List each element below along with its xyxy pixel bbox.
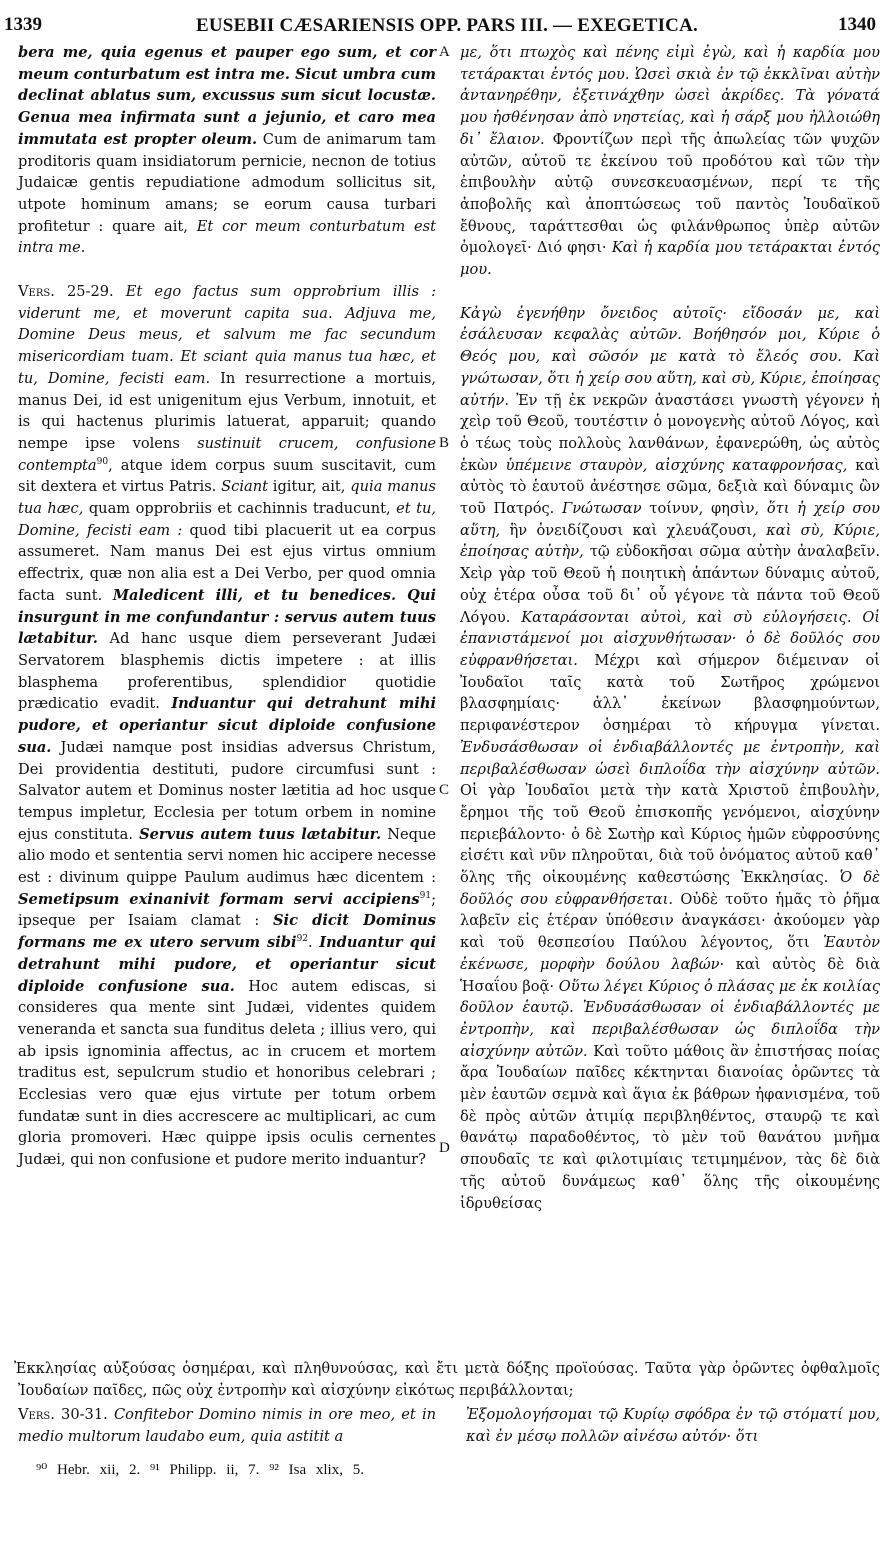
greek-quote: ὑπέμεινε σταυρὸν, αἰσχύνης καταφρονήσας, xyxy=(505,456,848,474)
greek-psalm-text: με, ὅτι πτωχὸς καὶ πένης εἰμὶ ἐγὼ, καὶ ἡ καρδία μου τετάρακται ἐντός μου. Ὡσεὶ σκιὰ ἐν τῷ ἐκκλῖναι αὐτὴν ἀντανηρέθην, ἐξετινάχθην ὡσεὶ ἀκρίδες. Τὰ γόνατά μου ἠσθένησαν ἀπὸ νηστείας, καὶ ἡ σάρξ μου ἠλλοιώθη δι᾽ ἔλαιον. xyxy=(460,44,880,148)
latin-column xyxy=(18,42,436,1171)
greek-continuation: Ἐκκλησίας αὐξούσας ὁσημέραι, καὶ πληθυνούσας, καὶ ἔτι μετὰ δόξης προϊούσας. Ταῦτα γὰρ ὁρῶντες ὀφθαλμοῖς Ἰουδαίων παῖδες, πῶς οὐχ ἐντροπὴν καὶ αἰσχύνην εἰκότως περιβάλλονται; xyxy=(14,1360,880,1399)
greek-psalm-text: Καταράσονται αὐτοὶ, καὶ σὺ εὐλογήσεις. Οἱ ἐπανιστάμενοί μοι αἰσχυνθήτωσαν· ὁ δὲ δοῦλός σου εὐφρανθήσεται. xyxy=(460,608,881,669)
latin-quote: Semetipsum exinanivit formam servi accipiens xyxy=(18,890,420,908)
greek-verse-25-29 xyxy=(460,303,880,1215)
footnote-ref-90: 90 xyxy=(96,456,109,467)
latin-commentary: Hoc autem ediscas, si consideres qua mente sint Judæi, videntes quidem veneranda et sancta sua funditus deleta ; illius vero, qui ab ipsis ignominia affectus, ac in crucem et mortem traditus est, sepulcrum studio et honoribus celebrari ; Ecclesias vero quæ ejus virtute per totum orbem fundatæ sunt in dies accrescere ac multiplicari, ac cum gloria promoveri. Hæc quippe ipsis oculis cernentes Judæi, qui non confusione et pudore merito induantur? xyxy=(18,977,437,1169)
greek-quote: Ἑαυτὸν ἐκένωσε, μορφὴν δούλου λαβών· xyxy=(460,934,880,973)
latin-paragraph-1 xyxy=(18,42,436,259)
verse-label: Vers. 25-29. xyxy=(18,283,114,301)
latin-commentary: Ad hanc usque diem perseverant Judæi Servatorem blasphemis dictis impetere : at illis blasphema proferentibus, splendidior quotidie prædicatio evadit. xyxy=(18,630,436,713)
latin-commentary: Neque alio modo et sententia servi nomen hic accipere necesse est : divinum quippe Paulum audimus hæc dicentem : xyxy=(18,825,437,887)
latin-commentary: . xyxy=(308,934,313,952)
greek-commentary: Ἐν τῇ ἐκ νεκρῶν ἀναστάσει γνωστὴ γέγονεν ἡ χεὶρ τοῦ Θεοῦ, τουτέστιν ὁ μονογενὴς αὐτοῦ Λόγος, καὶ ὁ τέως τοὺς πολλοὺς λανθάνων, ἐφανερώθη, ὡς αὐτὸς ἑκὼν xyxy=(460,391,880,474)
latin-quote: quia manus tua hæc, xyxy=(18,478,437,518)
latin-psalm-text: Induantur qui detrahunt mihi pudore, et operiantur sicut diploide confusione sua. xyxy=(18,695,437,756)
footnotes: ⁹⁰ Hebr. xii, 2. ⁹¹ Philipp. ii, 7. ⁹² Isa xlix, 5. xyxy=(36,1462,364,1478)
footnote-ref-91: 91 xyxy=(419,890,432,901)
greek-commentary: Καὶ τοῦτο μάθοις ἂν ἐπιστήσας ποίας ἄρα Ἰουδαίων παῖδες κέκτηνται διανοίας ὁρῶντες τὰ μὲν ἑαυτῶν σεμνὰ καὶ ἅγια ἐκ βάθρων ἠφανισμένα, τοῦ δὲ πρὸς αὐτῶν ἀτιμίᾳ περιβληθέντος, σταυρῷ τε καὶ θανάτῳ παραδοθέντος, τὸ μὲν τοῦ θανάτου μνῆμα σπουδαῖς τε καὶ φιλοτιμίαις τετιμημένον, τὰς δὲ διὰ τῆς αὐτοῦ δυνάμεως καθ᾽ ὅλης τῆς οἰκουμένης ἱδρυθείσας xyxy=(460,1042,881,1212)
latin-verse-25-29 xyxy=(18,281,436,1171)
latin-quote: Sciant xyxy=(221,478,268,496)
greek-quote: Καὶ ἡ καρδία μου τετάρακται ἐντός μου. xyxy=(460,239,880,279)
latin-verse-text: Et ego factus sum opprobrium illis : viderunt me, et moverunt capita sua. Adjuva me, Domine Deus meus, et salvum me fac secundum misericordiam tuam. Et sciant quia manus tua hæc, et tu, Domine, fecisti eam. xyxy=(18,283,437,387)
latin-psalm-text: Servus autem tuus lætabitur. xyxy=(139,825,382,843)
greek-verse-text: Ἐξομολογήσομαι τῷ Κυρίῳ σφόδρα ἐν τῷ στόματί μου, καὶ ἐν μέσῳ πολλῶν αἰνέσω αὐτόν· ὅτι xyxy=(466,1406,880,1445)
greek-commentary: ἣν ὀνειδίζουσι καὶ χλευάζουσι, xyxy=(509,521,757,539)
latin-commentary: igitur, ait, xyxy=(272,478,346,496)
footnote-ref-92: 92 xyxy=(296,934,309,945)
greek-quote: ὅτι ἡ χείρ σου αὕτη, xyxy=(460,500,881,539)
greek-verse-text: Κἀγὼ ἐγενήθην ὄνειδος αὐτοῖς· εἴδοσάν με, καὶ ἐσάλευσαν κεφαλὰς αὐτῶν. Βοήθησόν μοι, Κύριε ὁ Θεός μου, καὶ σῶσόν με κατὰ τὸ ἔλεός σου. Καὶ γνώτωσαν, ὅτι ἡ χείρ σου αὕτη, καὶ σὺ, Κύριε, ἐποίησας αὐτήν. xyxy=(460,304,880,409)
running-title: EUSEBII CÆSARIENSIS OPP. PARS III. — EXEGETICA. xyxy=(196,15,698,36)
latin-commentary: Cum de animarum tam proditoris quam insidiatorum pernicie, necnon de totius Judaicæ gentis repudiatione admodum sollicitus sit, utpote hominum amans; se eorum causa turbari profitetur : quare ait, xyxy=(18,130,436,235)
latin-psalm-text: bera me, quia egenus et pauper ego sum, et cor meum conturbatum est intra me. Sicut umbra cum declinat ablatus sum, excussus sum sicut locustæ. Genua mea infirmata sunt a jejunio, et caro mea immutata est propter oleum. xyxy=(18,44,436,148)
latin-quote: Sic dicit Dominus formans me ex utero servum sibi xyxy=(18,912,436,952)
latin-commentary: quod tibi placuerit ut ea corpus assumeret. Nam manus Dei est ejus virtus omnium effectrix, quæ non alia est a Dei Verbo, per quod omnia facta sunt. xyxy=(18,521,436,604)
greek-commentary: Φροντίζων περὶ τῆς ἀπωλείας τῶν ψυχῶν αὐτῶν, αὐτοῦ τε ἐκείνου τοῦ προδότου καὶ τῶν τὴν ἐπιβουλὴν αὐτῷ συνεσκευασμένων, περί τε τῆς ἀποβολῆς καὶ ἀποπτώσεως τοῦ παντὸς Ἰουδαϊκοῦ ἔθνους, ταράττεσθαι ὡς φιλάνθρωπος ὑπὲρ αὐτῶν ὁμολογεῖ· Διό φησι· xyxy=(460,130,880,257)
greek-commentary: καὶ αὐτὸς δὲ διὰ Ἡσαΐου βοᾷ· xyxy=(460,955,881,995)
greek-verse-30-31 xyxy=(466,1404,880,1447)
greek-quote: Οὕτω λέγει Κύριος ὁ πλάσας με ἐκ κοιλίας δοῦλον ἑαυτῷ. Ἐνδυσάσθωσαν οἱ ἐνδιαβάλλοντές με ἐντροπὴν, καὶ περιβαλέσθωσαν ὡς διπλοΐδα τὴν αἰσχύνην αὐτῶν. xyxy=(460,977,880,1060)
full-width-greek-line xyxy=(14,1358,880,1401)
greek-commentary: καὶ αὐτὸς τὸ ἑαυτοῦ ἀνέστησε σῶμα, δεξιὰ καὶ δύναμις ὢν τοῦ Πατρός. xyxy=(460,456,880,518)
greek-quote: Γνώτωσαν xyxy=(562,500,642,518)
greek-commentary: Μέχρι καὶ σήμερον διέμειναν οἱ Ἰουδαῖοι ταῖς κατὰ τοῦ Σωτῆρος χρώμενοι βλασφημίαις· ἀλλ᾽ ἐκείνων βλασφημούντων, περιφανέστερον ὁσημέραι τὸ κήρυγμα γίνεται. xyxy=(460,651,880,735)
margin-marker-a: A xyxy=(439,44,450,60)
latin-commentary: , atque idem corpus suum suscitavit, cum sit dextera et virtus Patris. xyxy=(18,456,436,496)
latin-quote: sustinuit crucem, confusione contempta xyxy=(18,434,436,474)
page-number-right: 1340 xyxy=(838,14,876,35)
latin-commentary: quam opprobriis et cachinnis traducunt, xyxy=(88,500,391,518)
margin-marker-c: C xyxy=(439,782,450,798)
latin-quote: et tu, Domine, fecisti eam : xyxy=(18,500,436,539)
greek-commentary: Οἱ γὰρ Ἰουδαῖοι μετὰ τὴν κατὰ Χριστοῦ ἐπιβουλὴν, ἔρημοι τῆς τοῦ Θεοῦ ἐπισκοπῆς γενόμενοι, αἰσχύνην περιεβάλοντο· ὁ δὲ Σωτὴρ καὶ Κύριος ἡμῶν εὐφροσύνης εἰσέτι καὶ νῦν πληροῦται, διὰ τοῦ ὀνόματος αὐτοῦ καθ᾽ ὅλης τῆς οἰκουμένης καθεστώσης Ἐκκλησίας. xyxy=(460,782,880,887)
latin-commentary: ; ipseque per Isaiam clamat : xyxy=(18,890,436,930)
greek-commentary: Οὐδὲ τοῦτο ἡμᾶς τὸ ῥῆμα λαβεῖν εἰς ἑτέραν ὑπόθεσιν ἀναγκάσει· ἀκούομεν γὰρ καὶ τοῦ θεσπεσίου Παύλου λέγοντος, ὅτι xyxy=(460,890,880,952)
greek-column xyxy=(460,42,880,1214)
latin-verse-text: Confitebor Domino nimis in ore meo, et in medio multorum laudabo eum, quia astitit a xyxy=(18,1406,437,1445)
latin-commentary: Judæi namque post insidias adversus Christum, Dei providentia destituti, pudore circumfusi sunt : Salvator autem et Dominus noster lætitia ad hoc usque tempus impletur, Ecclesia per totum orbem in nomine ejus constituta. xyxy=(18,738,437,843)
latin-psalm-text: Induantur qui detrahunt mihi pudore, et operiantur sicut diploide confusione sua. xyxy=(18,934,436,995)
greek-psalm-text: Ὁ δὲ δοῦλός σου εὐφρανθήσεται. xyxy=(460,869,880,908)
latin-verse-30-31 xyxy=(18,1404,436,1447)
verse-label: Vers. 30-31. xyxy=(18,1406,108,1423)
latin-psalm-text: Maledicent illi, et tu benedices. Qui insurgunt in me confundantur : servus autem tuus lætabitur. xyxy=(18,586,437,648)
greek-commentary: τοίνυν, φησὶν, xyxy=(649,500,760,518)
margin-marker-d: D xyxy=(439,1140,450,1156)
greek-commentary: τῷ εὐδοκῆσαι σῶμα αὐτὴν ἀναλαβεῖν. Χεὶρ γὰρ τοῦ Θεοῦ ἡ ποιητικὴ ἁπάντων δύναμις αὐτοῦ, οὐχ ἑτέρα οὖσα τοῦ δι᾽ οὗ γέγονε τὰ πάντα τοῦ Θεοῦ Λόγου. xyxy=(460,543,880,626)
page-number-left: 1339 xyxy=(4,14,42,35)
latin-quote: Et cor meum conturbatum est intra me. xyxy=(18,217,436,257)
greek-paragraph-1 xyxy=(460,42,880,281)
margin-marker-b: B xyxy=(439,435,450,451)
running-header xyxy=(0,14,894,42)
latin-commentary: In resurrectione a mortuis, manus Dei, id est unigenitum ejus Verbum, innotuit, et is qui hactenus plurimis latuerat, apparuit; quando nempe ipse volens xyxy=(18,369,437,452)
greek-psalm-text: Ἐνδυσάσθωσαν οἱ ἐνδιαβάλλοντές με ἐντροπὴν, καὶ περιβαλέσθωσαν ὡσεὶ διπλοΐδα τὴν αἰσχύνην αὐτῶν. xyxy=(460,738,880,778)
greek-quote: καὶ σὺ, Κύριε, ἐποίησας αὐτὴν, xyxy=(460,521,881,561)
